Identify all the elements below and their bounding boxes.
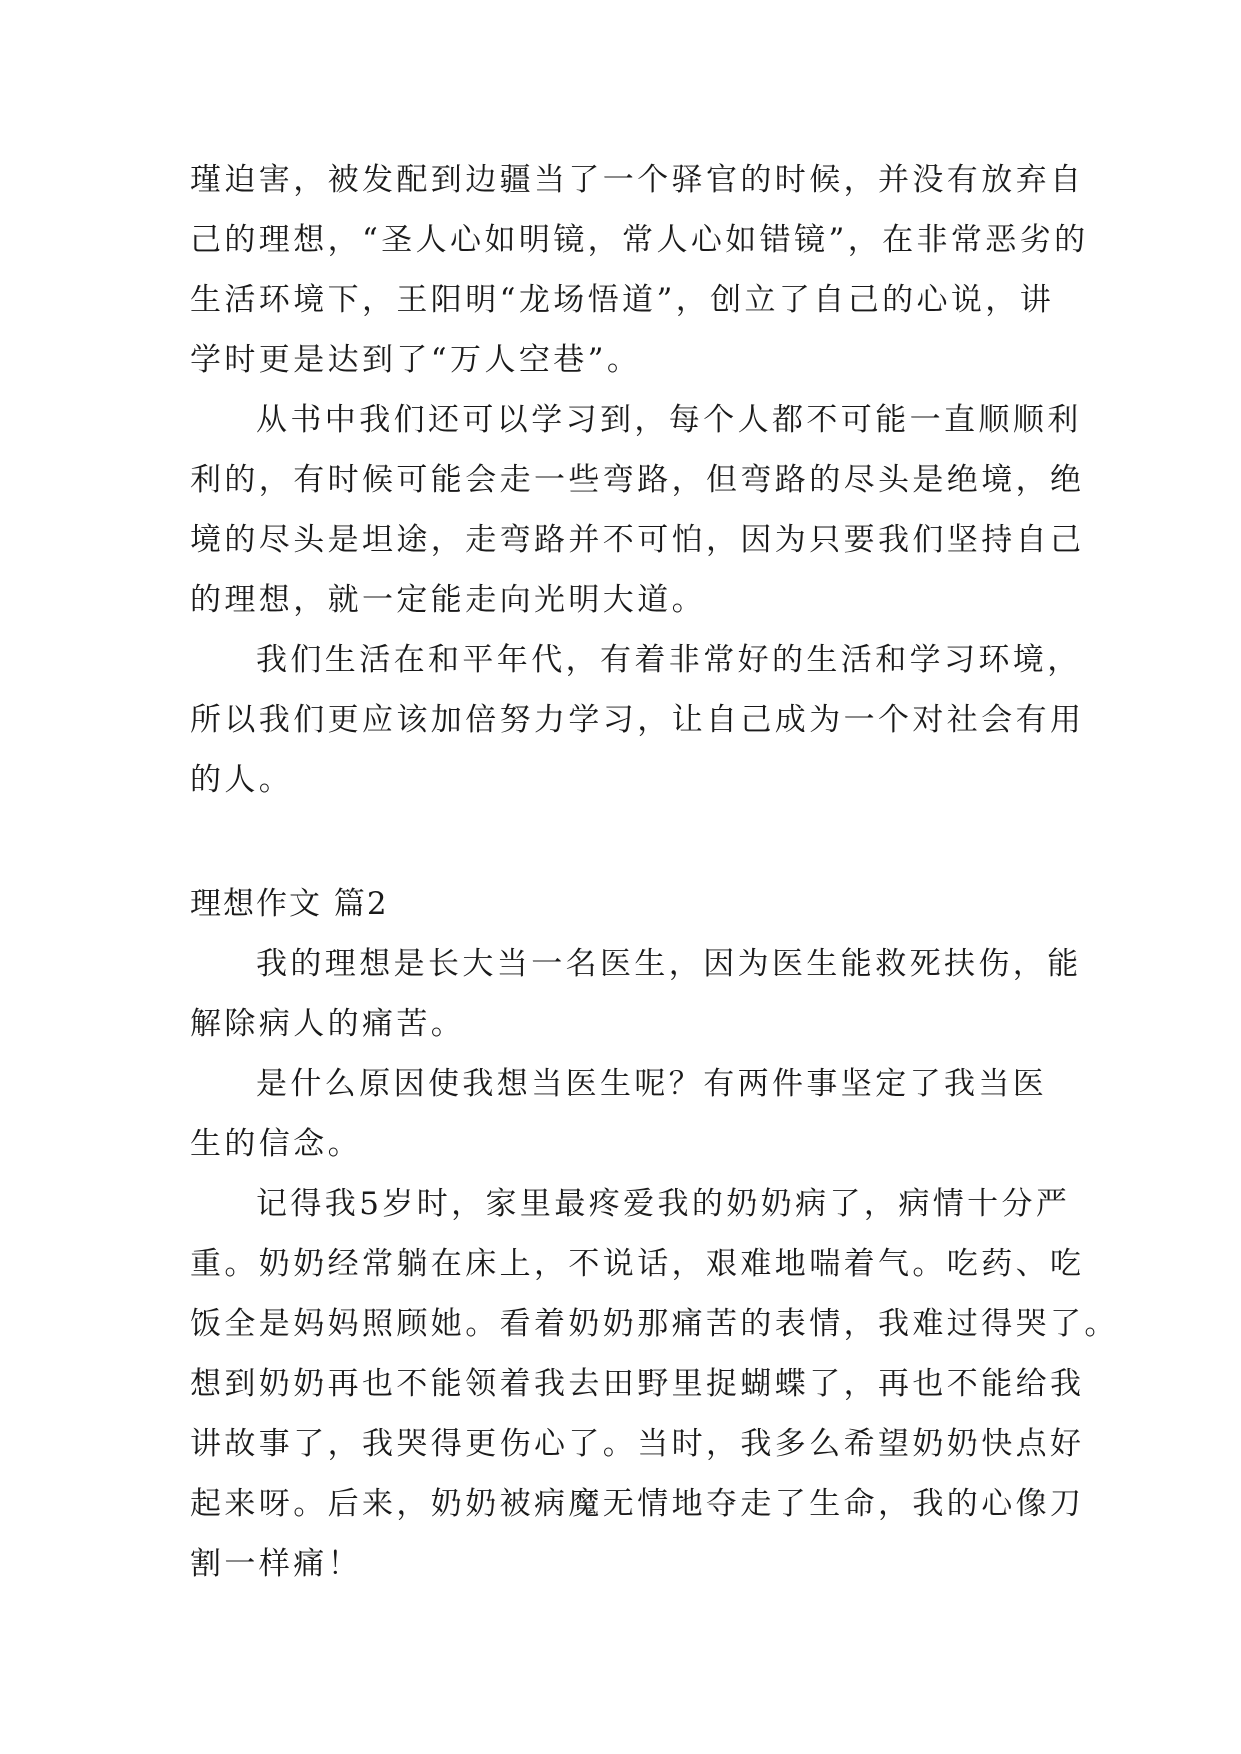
text-line: 所以我们更应该加倍努力学习，让自己成为一个对社会有用: [190, 702, 1085, 738]
text-line: 生活环境下，王阳明“龙场悟道”，创立了自己的心说，讲: [190, 282, 1055, 318]
paragraph-start-line: 是什么原因使我想当医生呢？有两件事坚定了我当医: [256, 1066, 1048, 1102]
text-line: 重。奶奶经常躺在床上，不说话，艰难地喘着气。吃药、吃: [190, 1246, 1085, 1282]
text-line: 己的理想，“圣人心如明镜，常人心如错镜”，在非常恶劣的: [190, 222, 1089, 258]
text-line: 境的尽头是坦途，走弯路并不可怕，因为只要我们坚持自己: [190, 522, 1085, 558]
text-line: 割一样痛！: [190, 1546, 362, 1582]
text-line: 想到奶奶再也不能领着我去田野里捉蝴蝶了，再也不能给我: [190, 1366, 1085, 1402]
section-gap: [190, 810, 1050, 874]
section-heading: 理想作文 篇2: [190, 886, 389, 922]
section-1: [190, 150, 1089, 810]
section-2: [190, 874, 1119, 1594]
text-line: 生的信念。: [190, 1126, 362, 1162]
text-line: 解除病人的痛苦。: [190, 1006, 466, 1042]
text-line: 的理想，就一定能走向光明大道。: [190, 582, 706, 618]
document-page: [190, 150, 1119, 1594]
text-line: 的人。: [190, 762, 294, 798]
paragraph-start-line: 我们生活在和平年代，有着非常好的生活和学习环境，: [256, 642, 1082, 678]
paragraph-start-line: 记得我5岁时，家里最疼爱我的奶奶病了，病情十分严: [256, 1186, 1071, 1222]
text-line: 饭全是妈妈照顾她。看着奶奶那痛苦的表情，我难过得哭了。: [190, 1306, 1119, 1342]
text-line: 利的，有时候可能会走一些弯路，但弯路的尽头是绝境，绝: [190, 462, 1085, 498]
text-line: 瑾迫害，被发配到边疆当了一个驿官的时候，并没有放弃自: [190, 162, 1085, 198]
paragraph-start-line: 我的理想是长大当一名医生，因为医生能救死扶伤，能: [256, 946, 1082, 982]
text-line: 起来呀。后来，奶奶被病魔无情地夺走了生命，我的心像刀: [190, 1486, 1085, 1522]
paragraph-start-line: 从书中我们还可以学习到，每个人都不可能一直顺顺利: [256, 402, 1082, 438]
text-line: 讲故事了，我哭得更伤心了。当时，我多么希望奶奶快点好: [190, 1426, 1085, 1462]
text-line: 学时更是达到了“万人空巷”。: [190, 342, 642, 378]
